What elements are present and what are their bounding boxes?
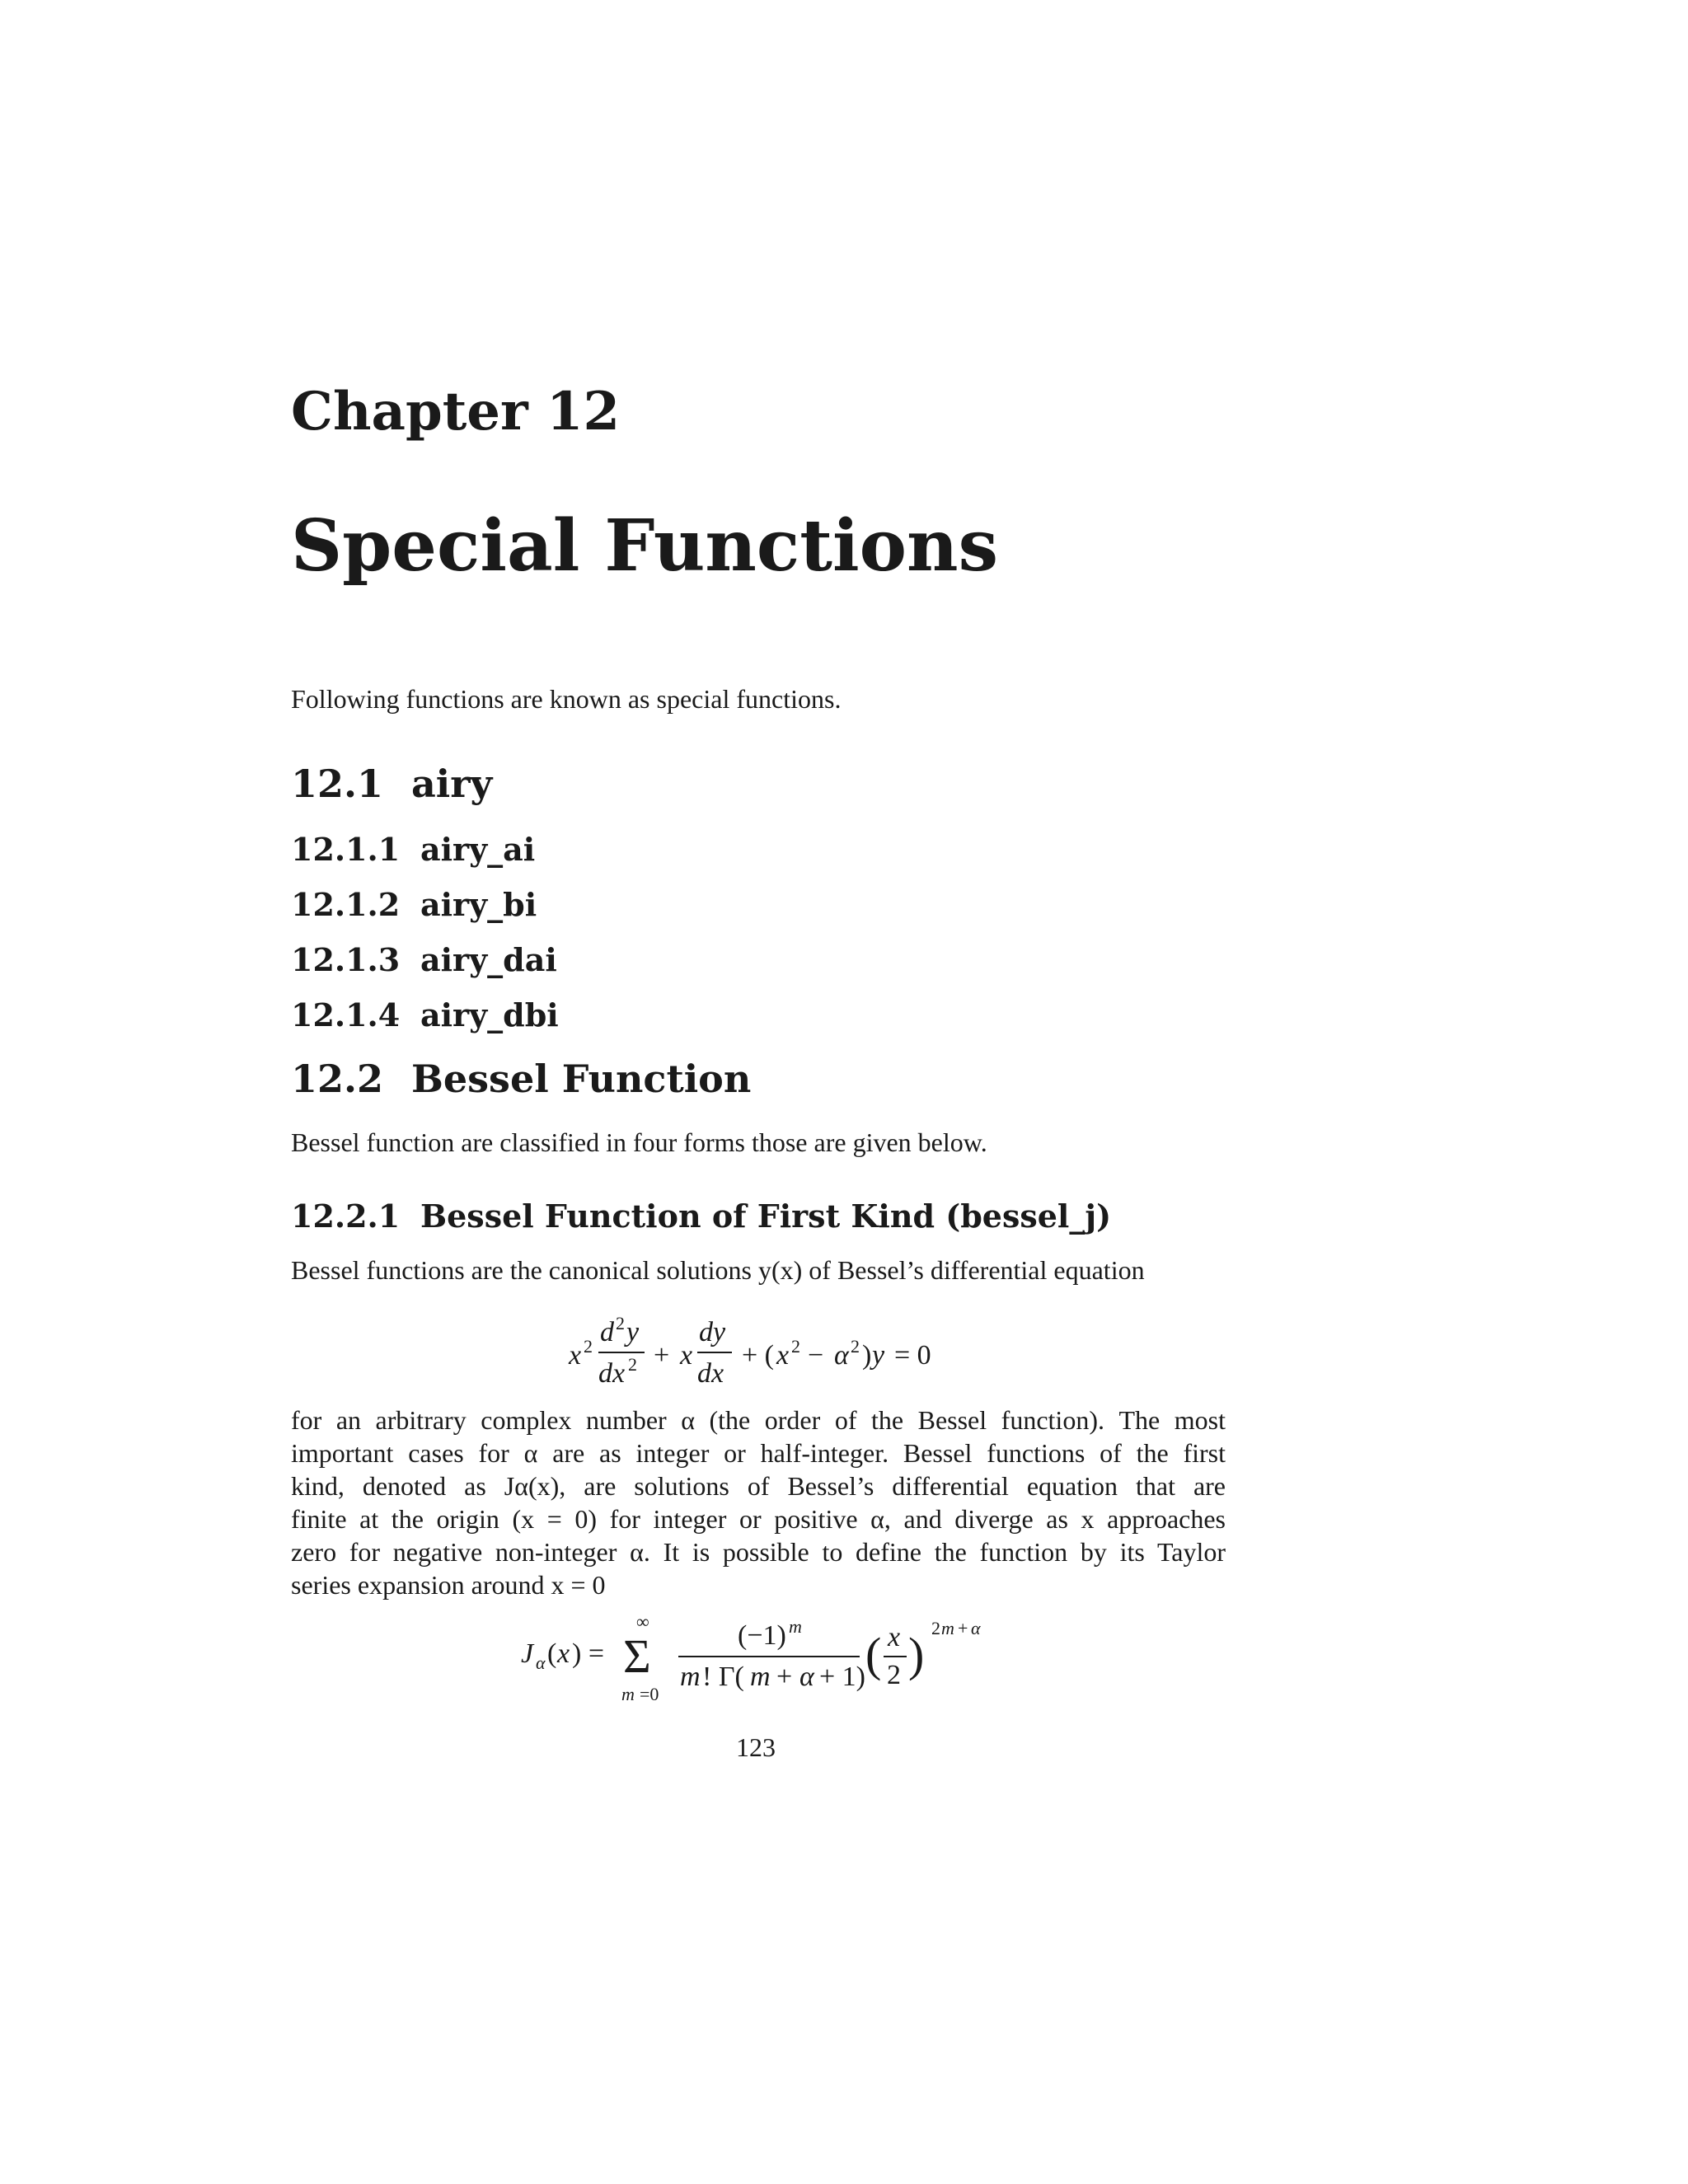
subsection-heading-bessel-first-kind	[291, 1197, 1111, 1235]
svg-text:d: d	[600, 1317, 614, 1347]
bessel-lead-text: Bessel functions are the canonical solutions y(x) of Bessel’s differential equation	[291, 1255, 1145, 1285]
paragraph-line: zero for negative non-integer α. It is possible to define the function by its Taylor	[291, 1537, 1226, 1567]
subsection-number: 12.1.2	[291, 886, 401, 923]
svg-text:2: 2	[791, 1336, 800, 1357]
subsection-number: 12.1.1	[291, 831, 401, 868]
section-heading-airy	[291, 762, 492, 806]
bessel-intro-text: Bessel function are classified in four forms those are given below.	[291, 1127, 987, 1157]
svg-text:m: m	[750, 1661, 771, 1692]
intro-text: Following functions are known as special functions.	[291, 684, 842, 714]
svg-text:=0: =0	[640, 1684, 659, 1704]
svg-text:(: (	[547, 1638, 557, 1669]
section-number: 12.1	[291, 762, 384, 806]
svg-text:2: 2	[887, 1660, 901, 1690]
svg-text:x: x	[557, 1638, 570, 1669]
svg-text:α: α	[799, 1661, 814, 1692]
svg-text:(: (	[865, 1628, 882, 1681]
subsection-number: 12.1.3	[291, 941, 401, 978]
svg-text:∞: ∞	[636, 1611, 649, 1632]
svg-text:x: x	[776, 1340, 790, 1371]
svg-text:dx: dx	[598, 1358, 626, 1389]
bessel-paragraph	[291, 1404, 1226, 1601]
svg-text:2: 2	[616, 1313, 625, 1333]
section-title: Bessel Function	[411, 1057, 752, 1101]
svg-text:+: +	[958, 1618, 968, 1638]
svg-text:m: m	[789, 1616, 802, 1637]
svg-text:α: α	[834, 1340, 849, 1371]
svg-text:(−1): (−1)	[738, 1620, 786, 1651]
svg-text:x: x	[569, 1340, 582, 1371]
subsection-number: 12.2.1	[291, 1197, 401, 1235]
svg-text:dx: dx	[697, 1358, 724, 1389]
svg-text:m: m	[941, 1618, 954, 1638]
subsection-heading-airy-dai	[291, 941, 557, 978]
paragraph-line: important cases for α are as integer or half-integer. Bessel functions of the first	[291, 1438, 1226, 1468]
paragraph-line: for an arbitrary complex number α (the order of the Bessel function). The most	[291, 1405, 1226, 1435]
section-title: airy	[411, 762, 493, 806]
svg-text:+: +	[654, 1340, 670, 1371]
svg-text:2: 2	[851, 1336, 860, 1357]
svg-text:x: x	[888, 1622, 901, 1652]
subsection-title: airy_dai	[420, 941, 557, 978]
bessel-series-equation	[511, 1611, 1006, 1714]
chapter-label: Chapter 12	[291, 381, 621, 443]
page-number: 123	[736, 1732, 776, 1762]
subsection-heading-airy-dbi	[291, 996, 559, 1033]
bessel-differential-equation	[560, 1306, 989, 1397]
svg-text:x: x	[680, 1340, 693, 1371]
svg-text:= 0: = 0	[894, 1340, 931, 1371]
svg-text:Σ: Σ	[623, 1629, 651, 1683]
svg-text:α: α	[536, 1652, 546, 1673]
svg-text:2: 2	[584, 1336, 593, 1357]
svg-text:J: J	[521, 1638, 534, 1669]
svg-text:2: 2	[628, 1354, 637, 1375]
paragraph-line: finite at the origin (x = 0) for integer or positive α, and diverge as x approaches	[291, 1504, 1226, 1534]
subsection-title: airy_bi	[420, 886, 537, 923]
paragraph-line: series expansion around x = 0	[291, 1570, 606, 1600]
subsection-title: airy_ai	[420, 831, 536, 868]
svg-text:dy: dy	[699, 1317, 726, 1347]
svg-text:m: m	[621, 1684, 635, 1704]
svg-text:+ 1): + 1)	[819, 1661, 865, 1692]
svg-text:! Γ(: ! Γ(	[702, 1661, 744, 1692]
subsection-title: Bessel Function of First Kind (bessel_j)	[420, 1197, 1112, 1235]
svg-text:2: 2	[931, 1618, 940, 1638]
svg-text:): )	[908, 1628, 925, 1681]
svg-text:): )	[862, 1340, 872, 1371]
chapter-title: Special Functions	[291, 504, 998, 588]
svg-text:) =: ) =	[572, 1638, 604, 1669]
svg-text:+: +	[776, 1661, 793, 1692]
subsection-heading-airy-ai	[291, 831, 535, 868]
svg-text:y: y	[872, 1340, 885, 1371]
section-heading-bessel	[291, 1057, 751, 1101]
subsection-heading-airy-bi	[291, 886, 537, 923]
subsection-title: airy_dbi	[420, 996, 559, 1033]
svg-text:m: m	[680, 1661, 701, 1692]
svg-text:y: y	[626, 1317, 640, 1347]
svg-text:−: −	[808, 1340, 824, 1371]
paragraph-line: kind, denoted as Jα(x), are solutions of Bessel’s differential equation that are	[291, 1471, 1226, 1501]
svg-text:+ (: + (	[742, 1340, 774, 1371]
subsection-number: 12.1.4	[291, 996, 401, 1033]
section-number: 12.2	[291, 1057, 384, 1101]
svg-text:α: α	[971, 1618, 981, 1638]
